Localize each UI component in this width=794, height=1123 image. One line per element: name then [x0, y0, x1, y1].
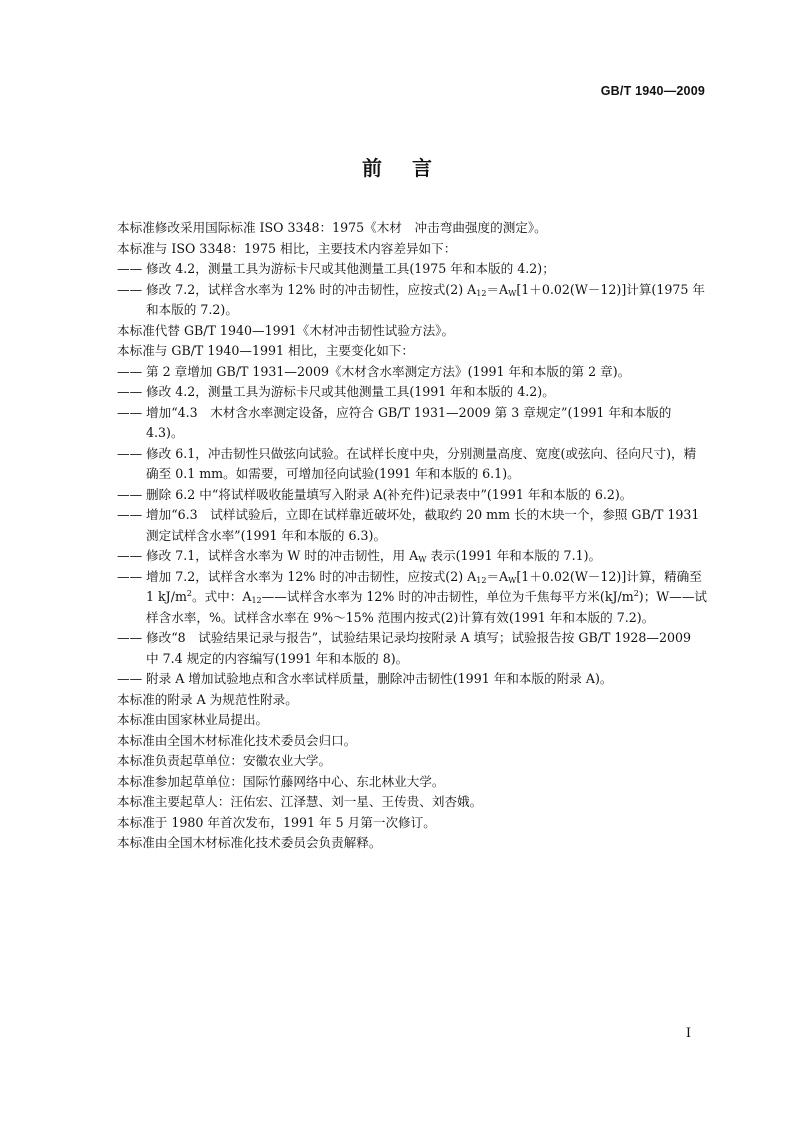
paragraph: 本标准参加起草单位：国际竹藤网络中心、东北林业大学。 [117, 773, 445, 789]
item-text: 修改 4.2，测量工具为游标卡尺或其他测量工具(1975 年和本版的 4.2)； [146, 261, 555, 276]
dash-item [117, 567, 707, 629]
paragraph: 本标准与 ISO 3348：1975 相比，主要技术内容差异如下： [117, 240, 457, 256]
dash-marker: —— [117, 384, 143, 399]
paragraph: 本标准修改采用国际标准 ISO 3348：1975《木材 冲击弯曲强度的测定》。 [117, 220, 547, 235]
paragraph: 本标准负责起草单位：安徽农业大学。 [117, 753, 332, 768]
item-text: 附录 A 增加试验地点和含水率试样质量，删除冲击韧性(1991 年和本版的附录 A)。 [146, 671, 613, 686]
dash-marker: —— [117, 363, 143, 379]
dash-item [117, 403, 707, 444]
item-text: 。式中：A [191, 589, 252, 604]
paragraph: 本标准代替 GB/T 1940—1991《木材冲击韧性试验方法》。 [117, 322, 455, 338]
item-text: ——试样含水率为 12% 时的冲击韧性，单位为千焦每平方米(kJ/m [261, 589, 634, 604]
subscript: 12 [476, 288, 487, 298]
paragraph: 本标准与 GB/T 1940—1991 相比，主要变化如下： [117, 343, 414, 358]
dash-marker: —— [117, 486, 143, 502]
superscript: 2 [186, 589, 192, 598]
subscript: W [418, 555, 427, 564]
dash-item [117, 546, 707, 567]
item-text: 表示(1991 年和本版的 7.1)。 [426, 548, 602, 563]
dash-marker: —— [117, 404, 143, 420]
item-text: ＝A [486, 281, 509, 297]
subscript: W [508, 575, 517, 585]
item-text: 修改 7.2，试样含水率为 12% 时的冲击韧性，应按式(2) A [146, 281, 477, 297]
page-number: I [685, 1026, 691, 1041]
item-text: 修改 7.1，试样含水率为 W 时的冲击韧性，用 A [146, 548, 419, 563]
paragraph: 本标准的附录 A 为规范性附录。 [117, 691, 298, 707]
paragraph: 本标准主要起草人：汪佑宏、江泽慧、刘一星、王传贵、刘杏娥。 [117, 794, 483, 809]
dash-marker: —— [117, 568, 143, 584]
item-text: 增加“4.3 木材含水率测定设备，应符合 GB/T 1931—2009 第 3 章规定”(1991 年和本版的 4.3)。 [146, 404, 672, 440]
item-text: 增加 7.2，试样含水率为 12% 时的冲击韧性，应按式(2) A [146, 568, 477, 584]
dash-marker: —— [117, 445, 143, 461]
subscript: 12 [476, 575, 487, 585]
subscript: 12 [251, 596, 262, 605]
item-text: 第 2 章增加 GB/T 1931—2009《木材含水率测定方法》(1991 年和本版的第 2 章)。 [146, 363, 631, 379]
superscript: 2 [633, 589, 639, 598]
dash-item [117, 280, 707, 321]
dash-marker: —— [117, 548, 143, 563]
dash-item [117, 505, 707, 546]
dash-marker: —— [117, 671, 143, 686]
dash-item [117, 259, 707, 280]
page-title: 前言 [362, 156, 462, 180]
item-text: 修改“8 试验结果记录与报告”，试验结果记录均按附录 A 填写；试验报告按 GB/T 1928—2009 中 7.4 规定的内容编写(1991 年和本版的 8)。 [146, 630, 692, 666]
dash-marker: —— [117, 507, 143, 522]
item-text: ＝A [486, 568, 509, 584]
item-text: 修改 6.1，冲击韧性只做弦向试验。在试样长度中央，分别测量高度、宽度(或弦向、径向尺寸)，精确至 0.1 mm。如需要，可增加径向试验(1991 年和本版的 6.1)。 [146, 445, 697, 481]
paragraph: 本标准由国家林业局提出。 [117, 712, 269, 727]
paragraph: 本标准由全国木材标准化技术委员会归口。 [117, 732, 357, 748]
paragraph: 本标准于 1980 年首次发布，1991 年 5 月第一次修订。 [117, 814, 436, 830]
standard-code: GB/T 1940—2009 [600, 84, 705, 98]
dash-item [117, 444, 707, 485]
dash-marker: —— [117, 630, 143, 645]
dash-item [117, 628, 707, 669]
item-text: [1＋0.02(W－12)]计算(1975 年和本版的 7.2)。 [146, 281, 705, 317]
item-text: 删除 6.2 中“将试样吸收能量填写入附录 A(补充件)记录表中”(1991 年和本版的 6.2)。 [146, 486, 633, 502]
item-text: 增加“6.3 试样试验后，立即在试样靠近破坏处，截取约 20 mm 长的木块一个，参照 GB/T 1931 测定试样含水率”(1991 年和本版的 6.3)。 [146, 507, 700, 543]
dash-item [117, 362, 707, 383]
dash-marker: —— [117, 281, 143, 297]
item-text: )；W——试样含水率，%。试样含水率在 9%～15% 范围内按式(2)计算有效(1991 年和本版的 7.2)。 [146, 589, 708, 625]
paragraph: 本标准由全国木材标准化技术委员会负责解释。 [117, 835, 382, 850]
foreword-body [117, 218, 707, 854]
dash-item [117, 485, 707, 506]
item-text: 修改 4.2，测量工具为游标卡尺或其他测量工具(1991 年和本版的 4.2)。 [146, 384, 555, 399]
dash-item [117, 669, 707, 690]
subscript: W [508, 288, 517, 298]
dash-item [117, 382, 707, 403]
item-text: [1＋0.02(W－12)]计算，精确至 1 kJ/m [146, 568, 702, 604]
dash-marker: —— [117, 261, 143, 276]
